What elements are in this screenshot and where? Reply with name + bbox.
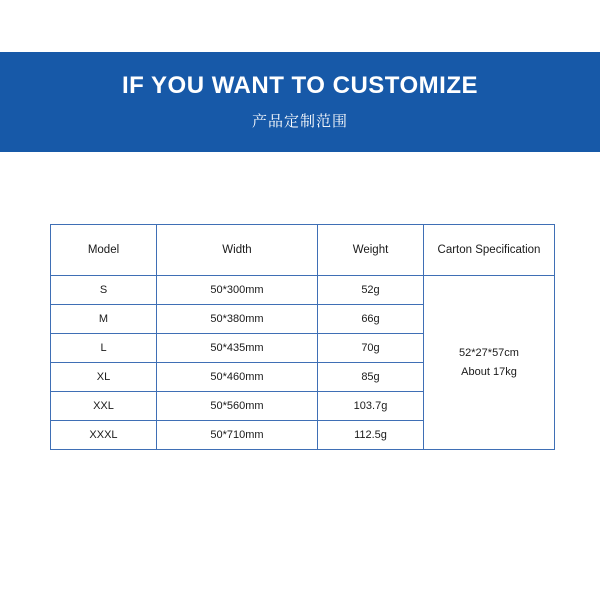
cell-width: 50*460mm: [157, 363, 318, 392]
table-header-row: [51, 225, 555, 276]
cell-width: 50*435mm: [157, 334, 318, 363]
cell-carton-specification: [424, 276, 555, 450]
cell-weight: 70g: [318, 334, 424, 363]
spec-table-body: [51, 276, 555, 450]
cell-model: XXL: [51, 392, 157, 421]
cell-width: 50*710mm: [157, 421, 318, 450]
spec-table: [50, 224, 555, 450]
cell-model: XL: [51, 363, 157, 392]
carton-weight: About 17kg: [461, 365, 517, 378]
cell-weight: 52g: [318, 276, 424, 305]
banner-subtitle: 产品定制范围: [251, 112, 348, 130]
cell-model: L: [51, 334, 157, 363]
table-row: [51, 276, 555, 305]
cell-width: 50*560mm: [157, 392, 318, 421]
banner: [0, 52, 600, 152]
cell-weight: 112.5g: [318, 421, 424, 450]
banner-title: IF YOU WANT TO CUSTOMIZE: [121, 72, 478, 100]
cell-width: 50*300mm: [157, 276, 318, 305]
spec-table-head: [51, 225, 555, 276]
cell-width: 50*380mm: [157, 305, 318, 334]
cell-weight: 85g: [318, 363, 424, 392]
cell-model: M: [51, 305, 157, 334]
spec-table-wrap: [50, 224, 550, 450]
cell-weight: 103.7g: [318, 392, 424, 421]
header-width: Width: [157, 225, 318, 276]
cell-model: S: [51, 276, 157, 305]
header-carton-specification: Carton Specification: [424, 225, 555, 276]
carton-size: 52*27*57cm: [459, 346, 519, 359]
header-model: Model: [51, 225, 157, 276]
cell-weight: 66g: [318, 305, 424, 334]
cell-model: XXXL: [51, 421, 157, 450]
header-weight: Weight: [318, 225, 424, 276]
